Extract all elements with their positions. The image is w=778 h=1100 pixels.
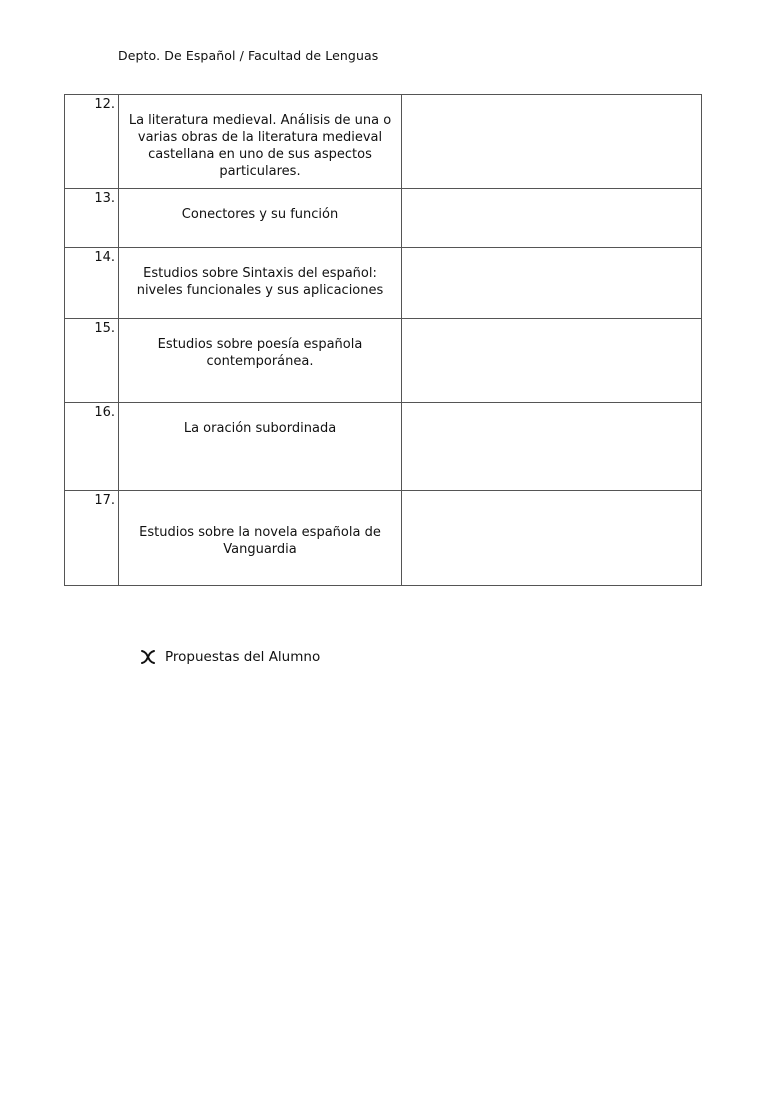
row-number: 13. (65, 189, 119, 248)
row-topic: Estudios sobre Sintaxis del español: niveles funcionales y sus aplicaciones (119, 248, 402, 319)
row-topic: Estudios sobre la novela española de Vanguardia (119, 491, 402, 586)
row-notes (402, 319, 702, 403)
row-notes (402, 403, 702, 491)
row-topic: La literatura medieval. Análisis de una o varias obras de la literatura medieval castellana en uno de sus aspectos particulares. (119, 95, 402, 189)
page-header: Depto. De Español / Facultad de Lenguas (118, 48, 379, 63)
table-row (65, 95, 702, 189)
topics-table (64, 94, 702, 586)
row-topic: Estudios sobre poesía española contemporánea. (119, 319, 402, 403)
row-number: 14. (65, 248, 119, 319)
row-number: 15. (65, 319, 119, 403)
table-row (65, 491, 702, 586)
row-notes (402, 491, 702, 586)
row-topic: Conectores y su función (119, 189, 402, 248)
row-number: 17. (65, 491, 119, 586)
row-topic: La oración subordinada (119, 403, 402, 491)
row-notes (402, 189, 702, 248)
row-notes (402, 248, 702, 319)
table-row (65, 248, 702, 319)
row-notes (402, 95, 702, 189)
row-number: 16. (65, 403, 119, 491)
table-row (65, 319, 702, 403)
student-proposals-item (140, 649, 320, 665)
ornamental-x-bullet-icon (140, 649, 156, 665)
table-row (65, 403, 702, 491)
row-number: 12. (65, 95, 119, 189)
student-proposals-label: Propuestas del Alumno (165, 649, 321, 665)
table-row (65, 189, 702, 248)
